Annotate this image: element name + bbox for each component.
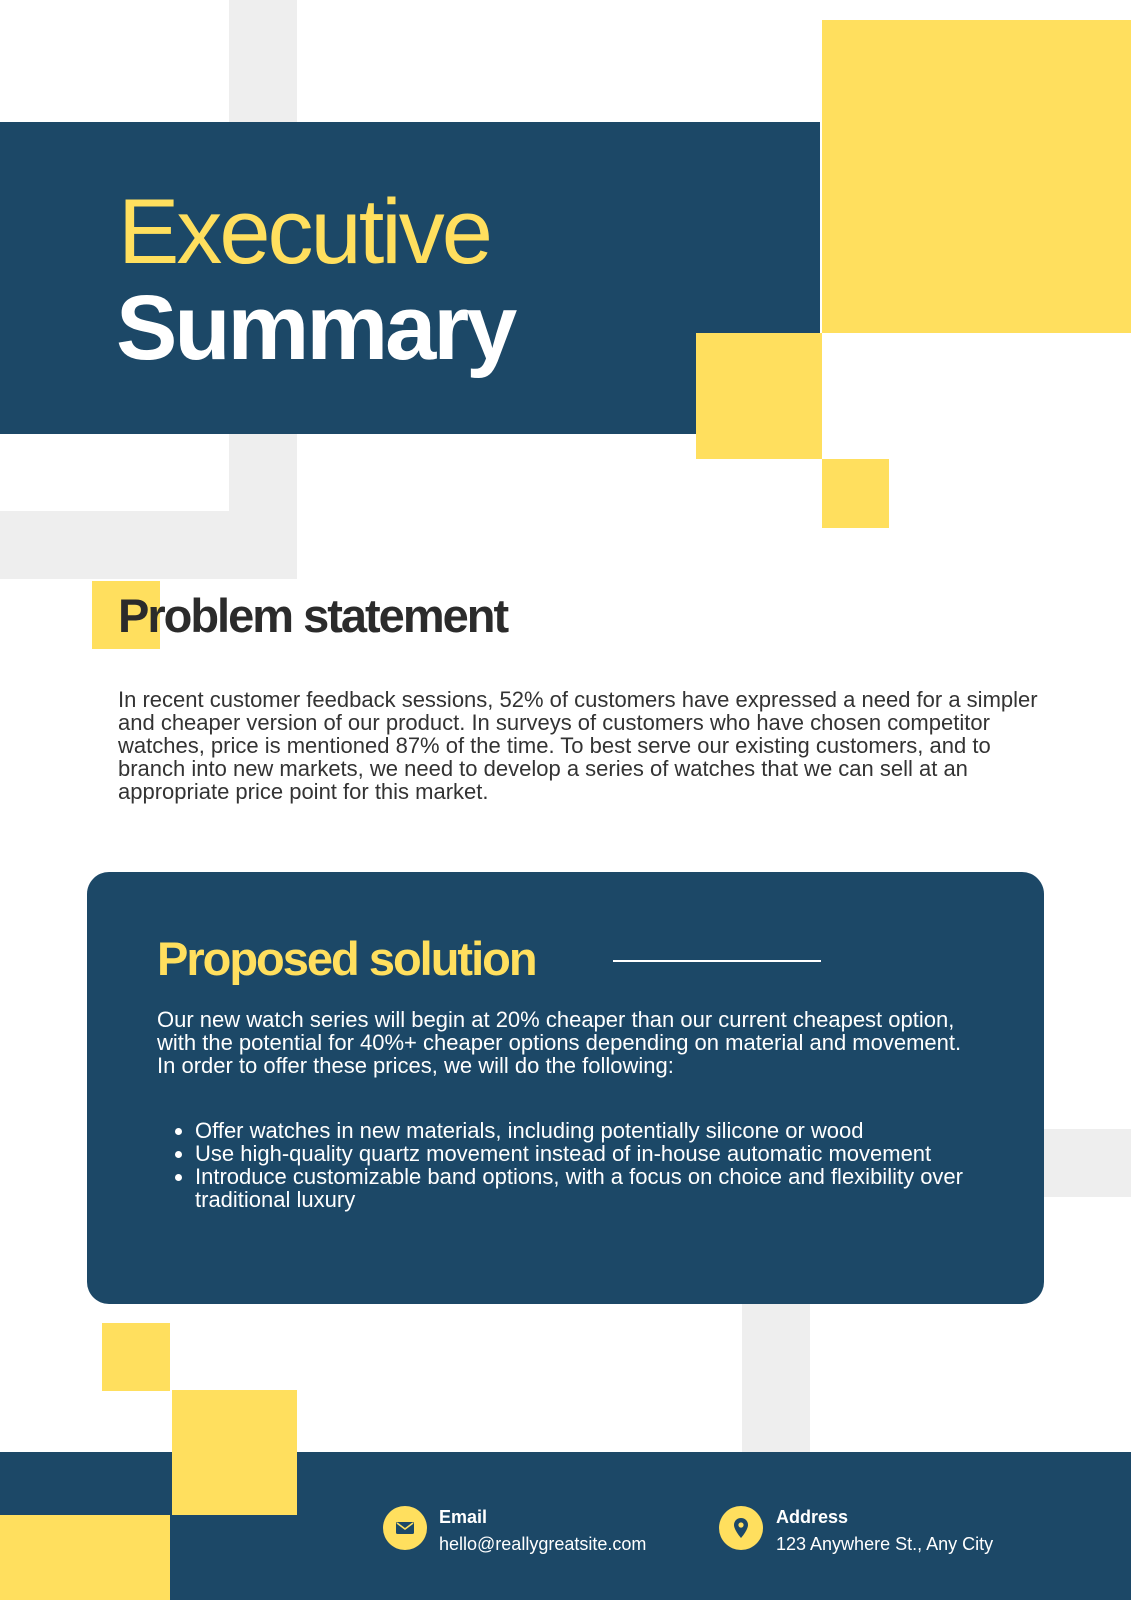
problem-statement-body: In recent customer feedback sessions, 52% of customers have expressed a need for a simpler and cheaper version of our product. In surveys of customers who have chosen competitor watches, price is mentioned 87% of the time. To best serve our existing customers, and to branch into new markets, we need to develop a series of watches that we can sell at an appropriate price point for this market.: [118, 687, 1038, 804]
heading-divider: [613, 960, 821, 962]
decor-gray-bar-top: [229, 0, 297, 122]
proposed-solution-list: [157, 1119, 997, 1211]
decor-yellow-square-large: [822, 20, 1131, 333]
page-title-line2: Summary: [116, 277, 515, 379]
decor-gray-bar-lower: [742, 1304, 810, 1452]
list-item: • Offer watches in new materials, including potentially silicone or wood: [195, 1119, 997, 1142]
decor-yellow-square-small: [822, 459, 889, 528]
decor-yellow-square-footer-1: [102, 1323, 170, 1391]
address-value: 123 Anywhere St., Any City: [776, 1534, 994, 1554]
proposed-solution-intro: Our new watch series will begin at 20% cheaper than our current cheapest option, with the potential for 40%+ cheaper options depending on material and movement. In order to offer these prices, we will do the following:: [157, 1007, 962, 1078]
proposed-solution-heading: Proposed solution: [157, 932, 536, 985]
problem-statement-heading: Problem statement: [118, 589, 508, 642]
email-value[interactable]: hello@reallygreatsite.com: [439, 1534, 647, 1554]
decor-gray-bar-right: [1044, 1129, 1131, 1197]
page-title-line1: Executive: [118, 181, 490, 283]
decor-yellow-square-medium: [696, 333, 822, 459]
map-pin-icon: [719, 1506, 763, 1550]
email-label: Email: [439, 1507, 488, 1527]
list-item: • Introduce customizable band options, with a focus on choice and flexibility over traditional luxury: [195, 1165, 997, 1211]
envelope-icon: [383, 1506, 427, 1550]
decor-gray-bar-bottom-left: [0, 511, 297, 579]
address-label: Address: [776, 1507, 849, 1527]
decor-yellow-square-footer-3: [0, 1515, 170, 1600]
decor-yellow-square-footer-2: [172, 1390, 297, 1515]
list-item: • Use high-quality quartz movement instead of in-house automatic movement: [195, 1142, 997, 1165]
